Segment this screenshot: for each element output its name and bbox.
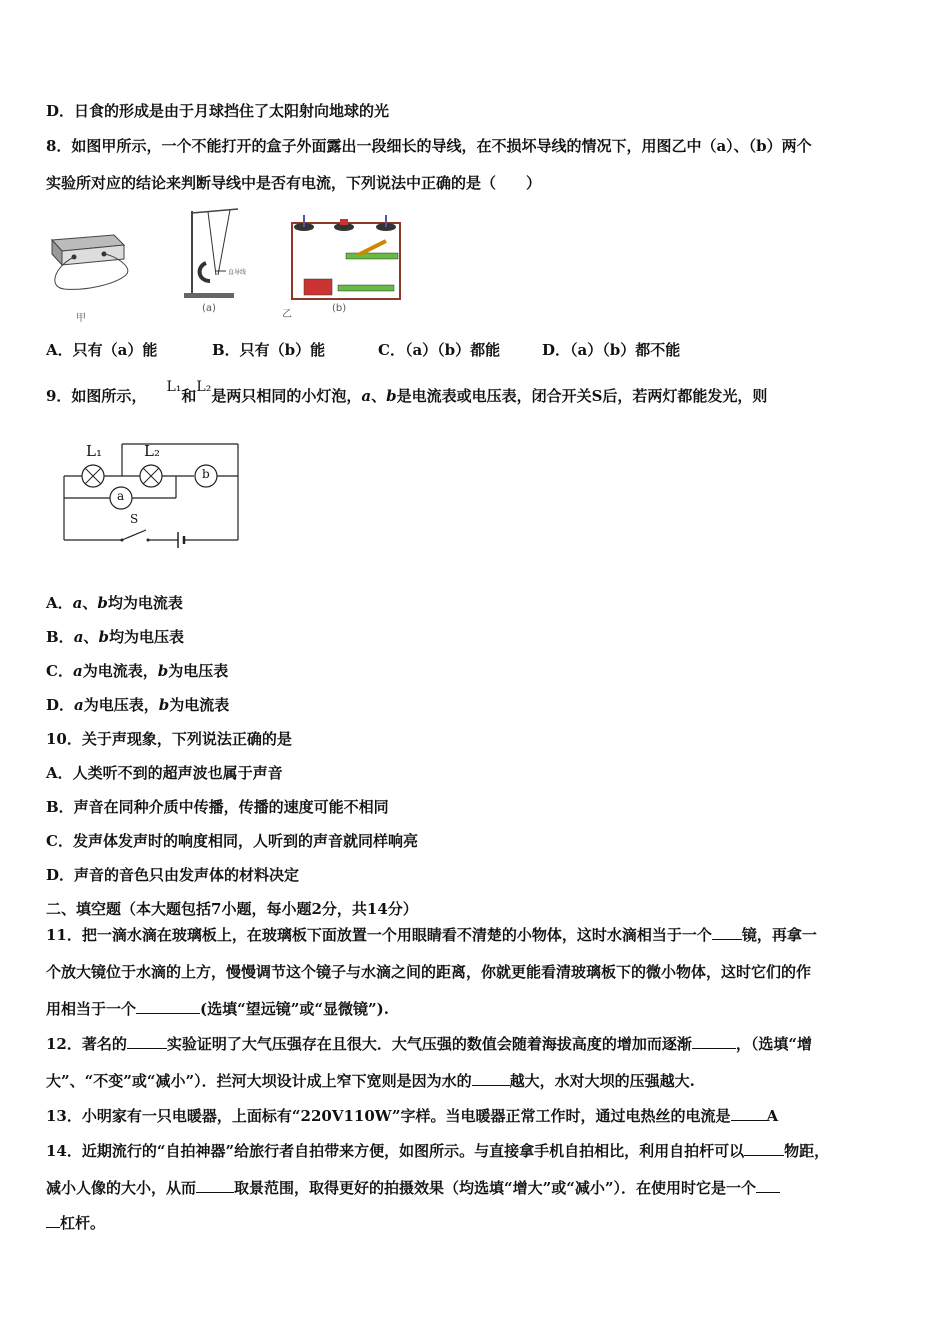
q9-circuit-l1: L₁ (86, 442, 102, 460)
q9-prefix: 9．如图所示， (46, 387, 147, 405)
q11-blank-2 (136, 999, 200, 1014)
q9-b: b (386, 387, 397, 405)
q9-sep: 、 (371, 387, 387, 405)
q8-option-b: B．只有（b）能 (212, 341, 326, 359)
q13-line: 13．小明家有一只电暖器，上面标有“220V110W”字样。当电暖器正常工作时，通过电热丝的电流是 A (46, 1107, 779, 1125)
q11-blank-1 (712, 925, 742, 940)
q7-option-d: D．日食的形成是由于月球挡住了太阳射向地球的光 (46, 102, 390, 120)
section-2-heading: 二、填空题（本大题包括7小题，每小题2分，共14分） (46, 900, 418, 918)
q14-line2: 减小人像的大小，从而 取景范围，取得更好的拍摄效果（均选填“增大”或“减小”）．在使用时它是一个 (46, 1178, 780, 1198)
q8-label-jia: 甲 (76, 313, 86, 324)
q8-option-a: A．只有（a）能 (46, 341, 158, 359)
q9-circuit (56, 438, 246, 550)
q9-option-a: A．a、b均为电流表 (46, 594, 183, 612)
q11-line3: 用相当于一个 (选填“望远镜”或“显微镜”). (46, 1000, 389, 1018)
q10-option-c: C．发声体发声时的响度相同，人听到的声音就同样响亮 (46, 832, 418, 850)
q12-blank-3 (472, 1071, 510, 1086)
q8-figure-a (178, 205, 258, 325)
q13-blank (731, 1106, 767, 1121)
q12-blank-2 (692, 1034, 736, 1049)
q9-l2: L₂ (196, 379, 212, 395)
q9-option-c: C．a为电流表，b为电压表 (46, 662, 229, 680)
q9-stem (46, 379, 768, 407)
q8-figure-b (282, 205, 412, 325)
q8-figure-jia (44, 205, 144, 325)
q14-line1: 14．近期流行的“自拍神器”给旅行者自拍带来方便，如图所示。与直接拿手机自拍相比，利用自拍杆可以 物距， (46, 1142, 830, 1160)
q9-circuit-meter-b: b (202, 467, 210, 481)
q12-line1: 12．著名的 实验证明了大气压强存在且很大．大气压强的数值会随着海拔高度的增加而逐渐 ，（选填“增 (46, 1035, 813, 1053)
q8-label-a: (a) (202, 303, 216, 314)
q14-blank-3a (756, 1178, 780, 1193)
q9-circuit-l2: L₂ (144, 442, 160, 460)
q8-stem-line1: 8．如图甲所示，一个不能打开的盒子外面露出一段细长的导线，在不损坏导线的情况下，用图乙中（a）、（b）两个 (46, 137, 812, 155)
q9-option-d: D．a为电压表，b为电流表 (46, 696, 230, 714)
q9-l1: L₁ (166, 379, 182, 395)
q14-blank-1 (744, 1141, 784, 1156)
q14-blank-2 (196, 1178, 234, 1193)
q8-stem-line2: 实验所对应的结论来判断导线中是否有电流，下列说法中正确的是（ ） (46, 174, 542, 192)
q8-option-c: C．（a）（b）都能 (378, 341, 501, 359)
q12-line2: 大”、“不变”或“减小”）．拦河大坝设计成上窄下宽则是因为水的 越大，水对大坝的压强越大. (46, 1072, 695, 1090)
q11-line2: 个放大镜位于水滴的上方，慢慢调节这个镜子与水滴之间的距离，你就更能看清玻璃板下的微小物体，这时它们的作 (46, 963, 812, 981)
q10-option-d: D．声音的音色只由发声体的材料决定 (46, 866, 300, 884)
q9-option-b: B．a、b均为电压表 (46, 628, 184, 646)
q9-circuit-meter-a: a (117, 489, 125, 503)
q8-label-b: (b) (332, 303, 347, 314)
q9-and: 和 (181, 387, 197, 405)
q12-blank-1 (127, 1034, 167, 1049)
q10-stem: 10．关于声现象，下列说法正确的是 (46, 730, 292, 748)
q9-a: a (361, 387, 372, 405)
q10-option-a: A．人类听不到的超声波也属于声音 (46, 764, 283, 782)
q9-text1: 是两只相同的小灯泡， (211, 387, 362, 405)
q14-blank-3b (46, 1213, 60, 1228)
q14-line3: 杠杆。 (46, 1213, 105, 1233)
q8-label-yi: 乙 (282, 309, 292, 320)
q11-line1: 11．把一滴水滴在玻璃板上，在玻璃板下面放置一个用眼睛看不清楚的小物体，这时水滴相当于一个 镜，再拿一 (46, 926, 817, 944)
q8-option-d: D．（a）（b）都不能 (542, 341, 681, 359)
q9-circuit-switch-s: S (130, 512, 139, 526)
q10-option-b: B．声音在同种介质中传播，传播的速度可能不相同 (46, 798, 389, 816)
q9-text2: 是电流表或电压表，闭合开关S后，若两灯都能发光，则 (396, 387, 768, 405)
q8-label-wire: 直导线 (228, 269, 247, 276)
